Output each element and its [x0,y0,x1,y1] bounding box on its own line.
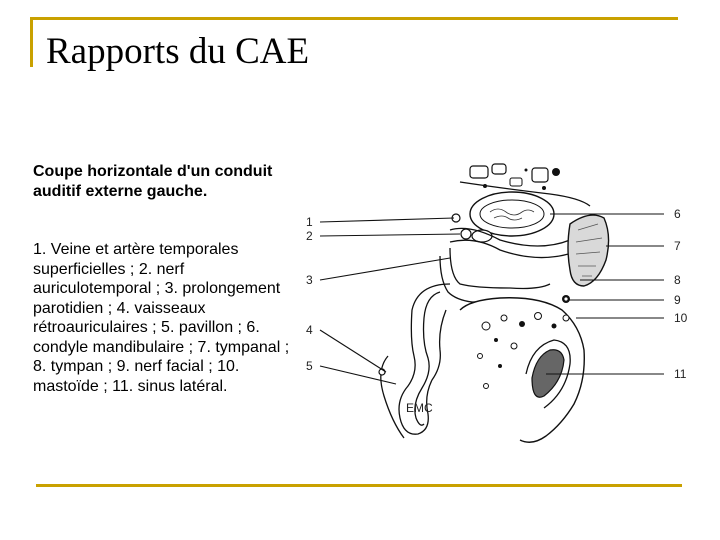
label-3: 3 [306,273,313,287]
auricle-helix [381,356,404,438]
leader-3 [320,258,450,280]
leader-2 [320,234,460,236]
label-9: 9 [674,293,681,307]
slide-title: Rapports du CAE [46,31,310,72]
figure-caption: Coupe horizontale d'un conduit auditif externe gauche. [33,163,273,200]
label-5: 5 [306,359,313,373]
bone-fragments [470,164,560,190]
ear-canal-illustration [300,160,700,450]
leader-5 [320,366,396,384]
canal-roof [450,248,550,289]
leader-4 [320,330,386,372]
canal-roof-outer [440,256,520,302]
figure-legend: 1. Veine et artère temporales superficielles ; 2. nerf auriculotemporal ; 3. prolongement parotidien ; 4. vaisseaux rétroauriculaires ; 5. pavillon ; 6. condyle mandibulaire ; 7. tympanal ; 8. tympan ; 9. nerf facial ; 10. mastoïde ; 11. sinus latéral. [33,241,290,395]
label-7: 7 [674,239,681,253]
tympanal-drum [568,215,609,286]
label-6: 6 [674,207,681,221]
condyle [470,192,554,236]
anatomy-figure [300,160,700,450]
mastoid [460,295,584,442]
frame-bottom-rule [36,484,682,487]
leader-1 [320,218,454,222]
label-2: 2 [306,229,313,243]
label-8: 8 [674,273,681,287]
label-10: 10 [674,311,688,325]
frame-left-rule [30,17,33,67]
figure-watermark: EMC [406,401,433,415]
label-11: 11 [674,367,687,381]
frame-top-rule [32,17,678,20]
label-4: 4 [306,323,313,337]
label-1: 1 [306,215,313,229]
